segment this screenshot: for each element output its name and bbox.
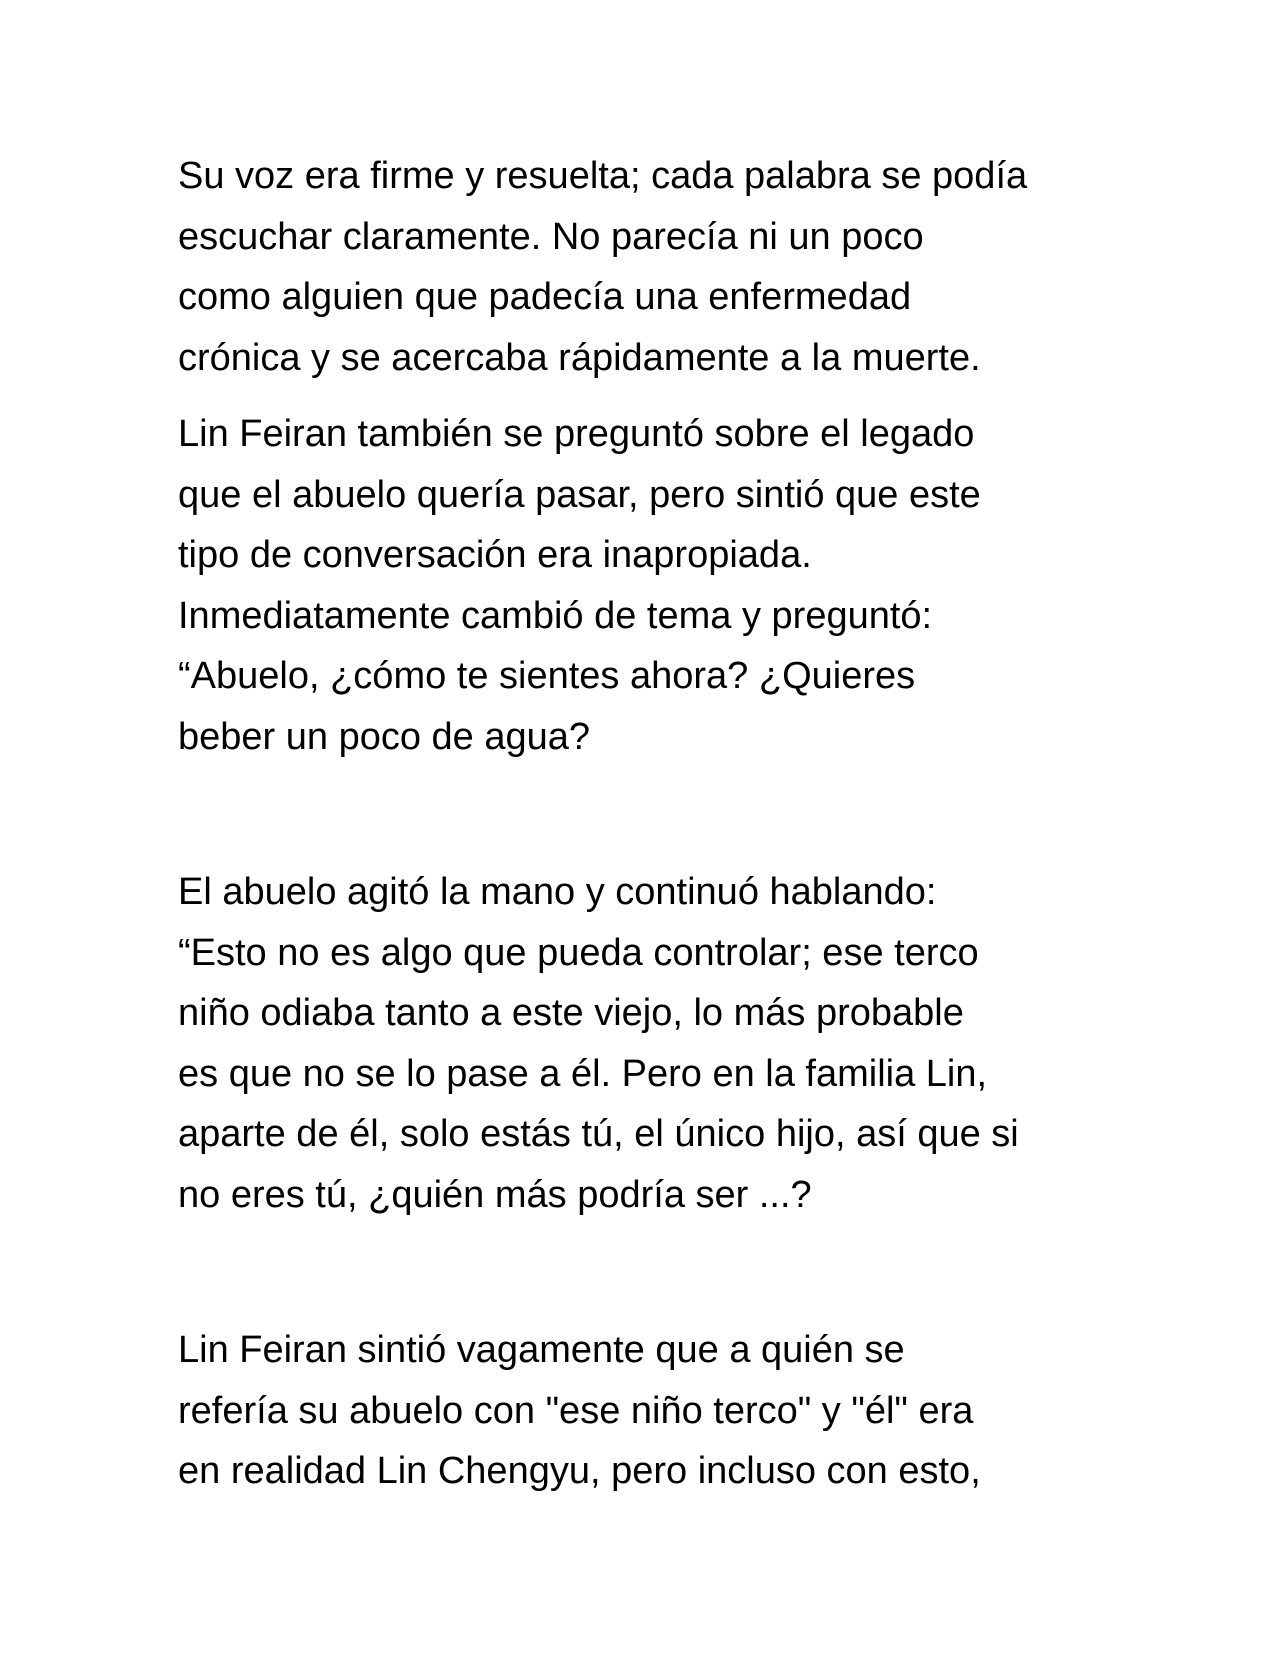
text-line: como alguien que padecía una enfermedad (178, 276, 912, 318)
text-line: que el abuelo quería pasar, pero sintió que este (178, 473, 981, 516)
paragraph-4 (178, 1320, 1138, 1502)
text-line: no eres tú, ¿quién más podría ser ...? (178, 1173, 812, 1216)
text-line: refería su abuelo con "ese niño terco" y "él" era (178, 1389, 974, 1432)
text-line: crónica y se acercaba rápidamente a la muerte. (178, 336, 981, 379)
paragraph-3 (178, 862, 1138, 1225)
text-line: en realidad Lin Chengyu, pero incluso con esto, (178, 1450, 981, 1492)
text-line: Lin Feiran sintió vagamente que a quién se (178, 1329, 905, 1371)
text-line: El abuelo agitó la mano y continuó hablando: (178, 871, 937, 913)
text-line: niño odiaba tanto a este viejo, lo más probable (178, 992, 964, 1034)
text-line: aparte de él, solo estás tú, el único hijo, así que si (178, 1113, 1019, 1155)
text-line: escuchar claramente. No parecía ni un poco (178, 215, 924, 258)
text-line: “Abuelo, ¿cómo te sientes ahora? ¿Quieres (178, 655, 916, 697)
text-line: Lin Feiran también se preguntó sobre el legado (178, 413, 975, 455)
paragraph-2 (178, 404, 1138, 767)
text-line: tipo de conversación era inapropiada. (178, 534, 812, 576)
paragraph-1 (178, 146, 1138, 388)
text-line: Su voz era firme y resuelta; cada palabra se podía (178, 155, 1028, 197)
text-line: beber un poco de agua? (178, 715, 591, 758)
text-line: Inmediatamente cambió de tema y preguntó: (178, 594, 933, 637)
text-line: “Esto no es algo que pueda controlar; ese terco (178, 931, 979, 974)
text-line: es que no se lo pase a él. Pero en la familia Lin, (178, 1052, 988, 1095)
